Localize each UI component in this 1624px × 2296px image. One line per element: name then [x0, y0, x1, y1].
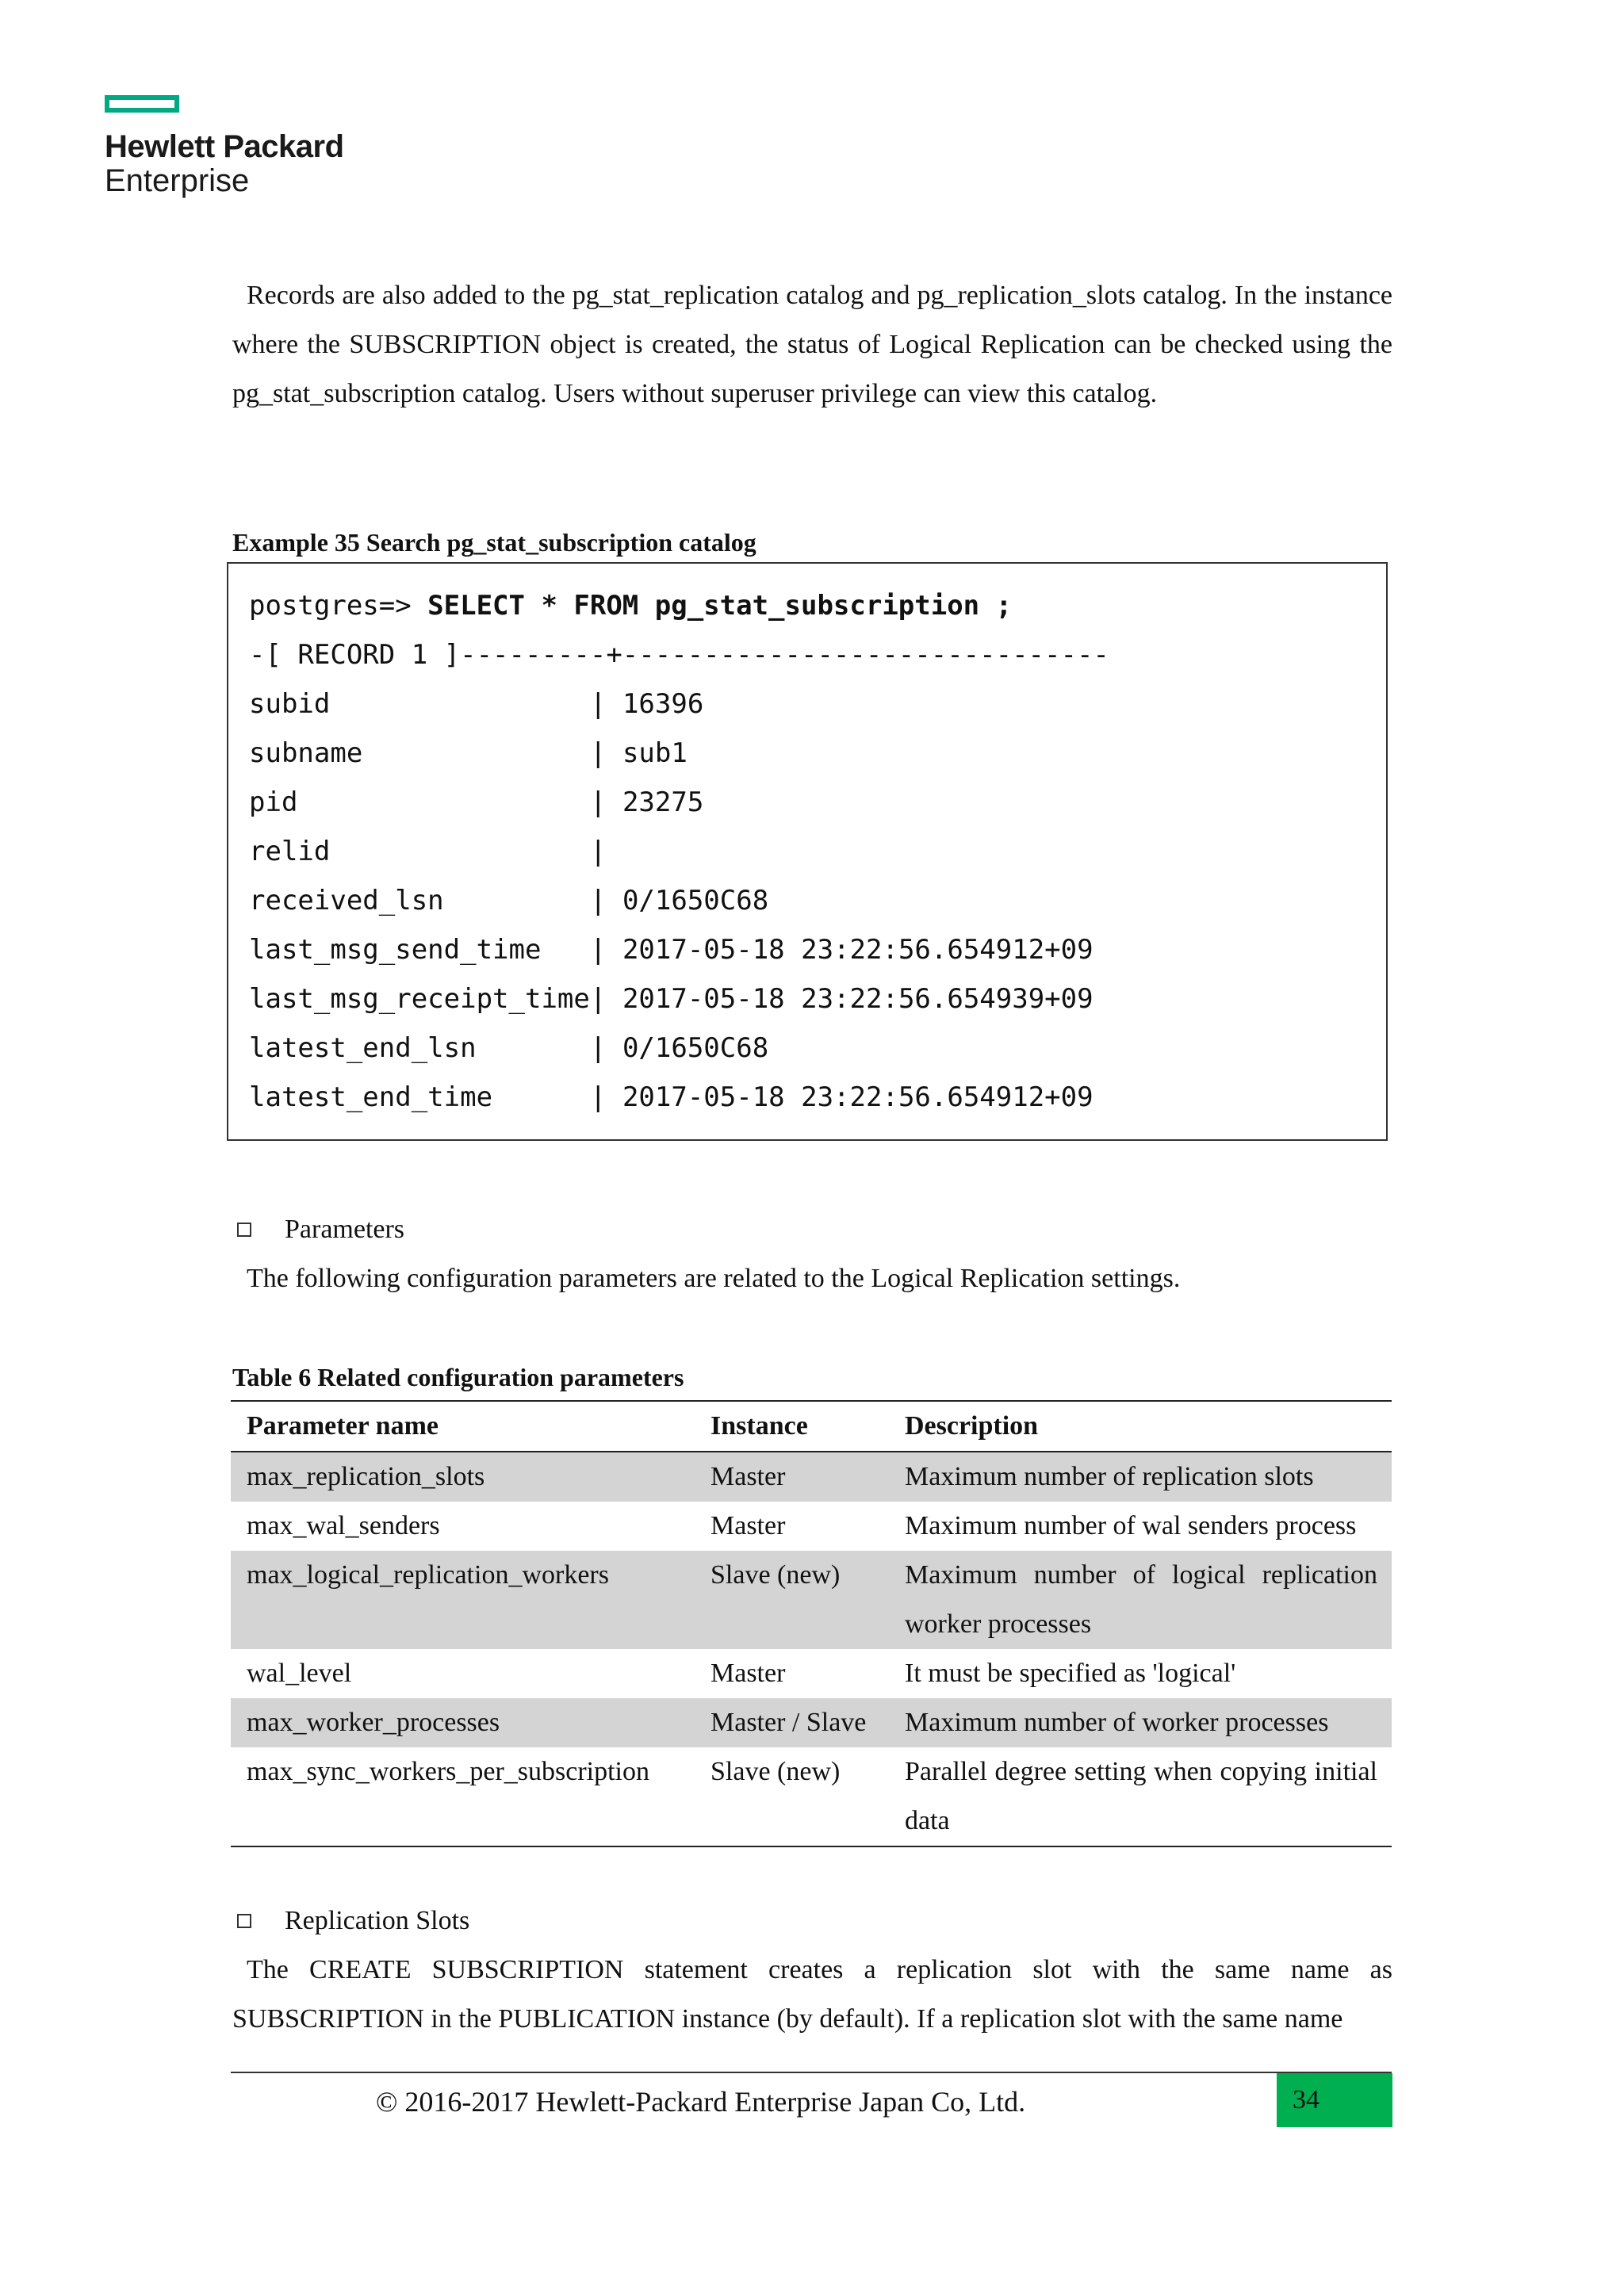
table-header-row: [231, 1401, 1392, 1452]
parameters-table: [231, 1400, 1392, 1847]
code-field: latest_end_lsn: [249, 1032, 477, 1064]
code-rows: [249, 679, 1386, 1122]
cell-description: Maximum number of logical replication worker processes: [889, 1551, 1392, 1649]
code-field: relid: [249, 836, 331, 867]
code-value: 2017-05-18 23:22:56.654939+09: [622, 983, 1094, 1015]
parameters-heading: [232, 1205, 1392, 1254]
code-value: sub1: [622, 737, 688, 769]
cell-parameter-name: wal_level: [247, 1659, 352, 1688]
slots-heading-text: Replication Slots: [285, 1906, 470, 1935]
hpe-logo: [105, 95, 344, 198]
cell-description: Parallel degree setting when copying initial data: [905, 1757, 1377, 1835]
code-value: 0/1650C68: [622, 885, 769, 916]
code-field: latest_end_time: [249, 1081, 493, 1113]
code-command-line: [249, 581, 1386, 630]
table-row: [231, 1551, 1392, 1649]
footer-copyright: © 2016-2017 Hewlett-Packard Enterprise Japan Co, Ltd.: [376, 2086, 1026, 2118]
code-field: subid: [249, 688, 331, 720]
cell-instance: Slave (new): [695, 1551, 889, 1649]
header-instance: Instance: [695, 1401, 889, 1452]
code-row: last_msg_receipt_time| 2017-05-18 23:22:56.654939+09: [249, 974, 1386, 1024]
slots-section: [232, 1896, 1392, 2044]
code-value: 2017-05-18 23:22:56.654912+09: [622, 1081, 1094, 1113]
parameters-text: The following configuration parameters are related to the Logical Replication settings.: [247, 1264, 1181, 1293]
code-row: latest_end_time | 2017-05-18 23:22:56.654912+09: [249, 1073, 1386, 1122]
code-row: latest_end_lsn | 0/1650C68: [249, 1024, 1386, 1073]
code-row: subname | sub1: [249, 729, 1386, 778]
cell-instance: Master: [695, 1452, 889, 1502]
cell-description: It must be specified as 'logical': [905, 1659, 1236, 1688]
square-bullet-icon: [237, 1914, 251, 1928]
table-row: [231, 1698, 1392, 1747]
parameters-section: [232, 1205, 1392, 1303]
table-row: [231, 1649, 1392, 1698]
code-record-header: -[ RECORD 1 ]---------+------------------------------: [249, 639, 1109, 671]
cell-instance: Master / Slave: [695, 1698, 889, 1747]
code-prompt: postgres=>: [249, 590, 428, 622]
code-row: pid | 23275: [249, 778, 1386, 827]
code-value: 16396: [622, 688, 704, 720]
code-value: 23275: [622, 786, 704, 818]
example-caption: Example 35 Search pg_stat_subscription catalog: [232, 528, 756, 557]
header-parameter-name: Parameter name: [231, 1401, 695, 1452]
table-row: [231, 1502, 1392, 1551]
logo-line-1: Hewlett Packard: [105, 129, 344, 164]
logo-line-2: Enterprise: [105, 163, 250, 198]
intro-paragraph: Records are also added to the pg_stat_replication catalog and pg_replication_slots catalog. In the instance where the SUBSCRIPTION object is created, the status of Logical Replication can be checked using the pg_stat_subscription catalog. Users without superuser privilege can view this catalog.: [232, 281, 1392, 408]
header-description: Description: [889, 1401, 1392, 1452]
table-row: [231, 1452, 1392, 1502]
cell-parameter-name: max_worker_processes: [231, 1698, 695, 1747]
cell-parameter-name: max_replication_slots: [231, 1452, 695, 1502]
intro-section: [232, 271, 1392, 419]
cell-description: Maximum number of wal senders process: [905, 1511, 1357, 1540]
code-field: last_msg_send_time: [249, 934, 542, 966]
footer-rule: [231, 2072, 1392, 2073]
code-field: received_lsn: [249, 885, 444, 916]
code-field: subname: [249, 737, 363, 769]
table-caption: Table 6 Related configuration parameters: [232, 1363, 684, 1391]
cell-parameter-name: max_wal_senders: [247, 1511, 440, 1540]
code-row: last_msg_send_time | 2017-05-18 23:22:56.654912+09: [249, 925, 1386, 974]
cell-instance: Master: [710, 1659, 786, 1688]
code-row: subid | 16396: [249, 679, 1386, 729]
slots-text: The CREATE SUBSCRIPTION statement creates a replication slot with the same name as SUBSCRIPTION in the PUBLICATION instance (by default). If a replication slot with the same name: [232, 1955, 1392, 2034]
code-value: 2017-05-18 23:22:56.654912+09: [622, 934, 1094, 966]
table-row: [231, 1747, 1392, 1846]
code-field: last_msg_receipt_time: [249, 983, 590, 1015]
code-row: relid |: [249, 827, 1386, 876]
cell-instance: Slave (new): [710, 1757, 841, 1786]
cell-description: Maximum number of replication slots: [889, 1452, 1392, 1502]
code-field: pid: [249, 786, 298, 818]
code-row: received_lsn | 0/1650C68: [249, 876, 1386, 925]
square-bullet-icon: [237, 1223, 251, 1237]
cell-instance: Master: [710, 1511, 786, 1540]
cell-parameter-name: max_sync_workers_per_subscription: [247, 1757, 650, 1786]
cell-parameter-name: max_logical_replication_workers: [231, 1551, 695, 1649]
code-value: 0/1650C68: [622, 1032, 769, 1064]
page-number: 34: [1277, 2073, 1392, 2127]
slots-heading: [232, 1896, 1392, 1946]
logo-bar-icon: [105, 95, 179, 113]
table-body: [231, 1452, 1392, 1846]
code-command: SELECT * FROM pg_stat_subscription ;: [427, 590, 1013, 622]
code-block: [227, 562, 1388, 1141]
parameters-heading-text: Parameters: [285, 1215, 405, 1244]
cell-description: Maximum number of worker processes: [889, 1698, 1392, 1747]
